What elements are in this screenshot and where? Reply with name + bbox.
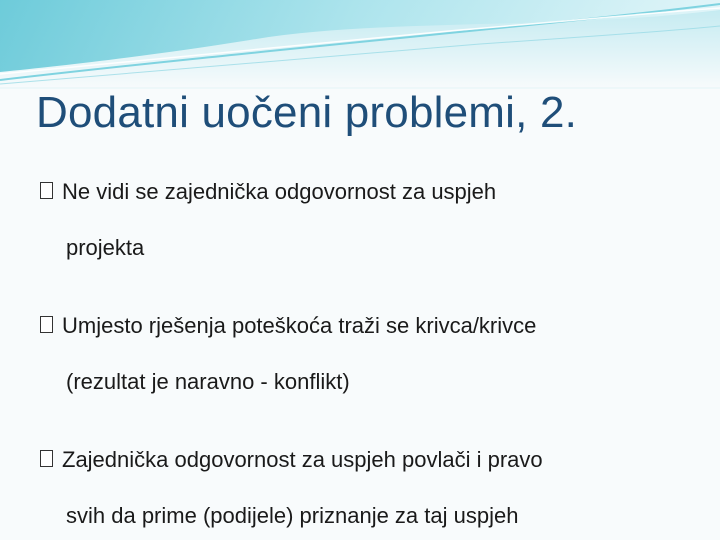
bullet-line: Umjesto rješenja poteškoća traži se krivca/krivce [62,313,537,338]
bullet-line: Zajednička odgovornost za uspjeh povlači i pravo [62,447,543,472]
header-wave-decoration [0,0,720,90]
bullet-line-continued: (rezultat je naravno - konflikt) [66,369,350,394]
slide-title: Dodatni uočeni problemi, 2. [36,88,578,137]
list-item [40,164,710,276]
bullet-line: Ne vidi se zajednička odgovornost za uspjeh [62,179,497,204]
bullet-list [40,164,710,540]
bullet-line-continued: projekta [66,235,145,260]
list-item [40,298,710,410]
bullet-box-icon [40,450,53,467]
bullet-box-icon [40,182,53,199]
bullet-box-icon [40,316,53,333]
bullet-line-continued: svih da prime (podijele) priznanje za taj uspjeh [66,503,519,528]
list-item [40,432,710,540]
